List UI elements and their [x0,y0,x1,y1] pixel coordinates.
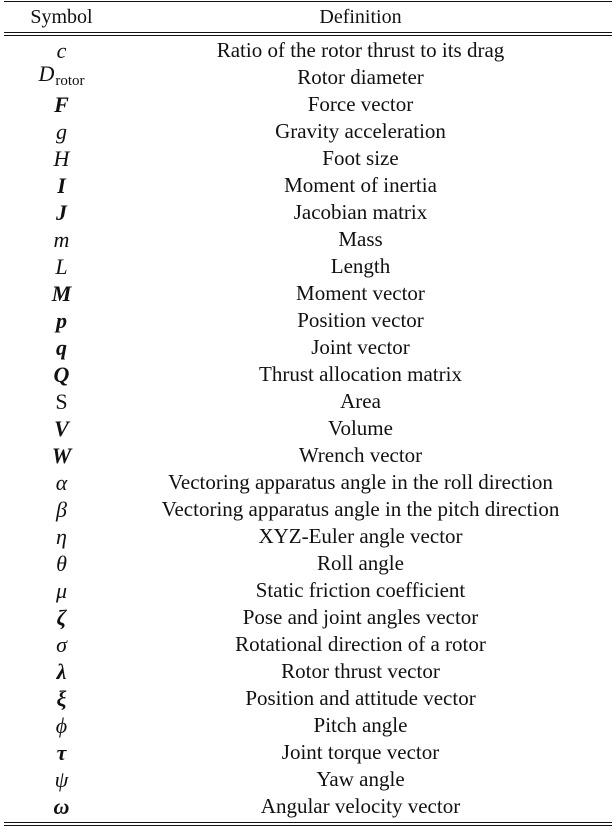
table-row [4,334,612,361]
header-definition: Definition [319,5,402,28]
table-row [4,91,612,118]
symbol-glyph: H [53,145,70,171]
definition-cell: Gravity acceleration [275,119,446,143]
symbol-glyph: V [54,415,69,441]
symbol-glyph: m [53,226,70,252]
table-row [4,253,612,280]
definition-cell: Moment of inertia [284,173,437,197]
table-row [4,61,612,91]
symbol-glyph: F [54,91,69,117]
symbol-cell [4,307,119,335]
nomenclature-table [4,0,612,826]
symbol-cell [4,604,119,632]
definition-cell: Area [340,389,381,413]
table-row [4,739,612,766]
definition-cell: Thrust allocation matrix [259,362,462,386]
symbol-cell [4,361,119,389]
table-row [4,118,612,145]
symbol-glyph: η [56,523,67,549]
definition-cell: Jacobian matrix [293,200,428,224]
table-row [4,604,612,631]
table-row [4,307,612,334]
table-row [4,550,612,577]
definition-cell: Roll angle [317,551,404,575]
table-row [4,361,612,388]
symbol-glyph: σ [56,631,67,657]
definition-cell: Pose and joint angles vector [242,605,479,629]
definition-cell: Joint torque vector [281,740,440,764]
definition-cell: Yaw angle [316,767,405,791]
table-row [4,631,612,658]
definition-cell: Joint vector [311,335,410,359]
definition-cell: Foot size [322,146,399,170]
table-row [4,145,612,172]
definition-cell: Rotor diameter [297,65,424,89]
symbol-cell [4,226,119,254]
symbol-glyph: D [38,61,55,86]
symbol-glyph: β [56,496,67,522]
symbol-glyph: α [55,469,68,495]
definition-cell: XYZ-Euler angle vector [258,524,463,548]
symbol-glyph: ω [53,793,70,819]
symbol-cell [4,118,119,146]
symbol-cell [4,739,119,767]
table-row [4,172,612,199]
symbol-cell [4,145,119,173]
definition-cell: Static friction coefficient [255,578,466,602]
definition-cell: Rotor thrust vector [281,659,440,683]
symbol-cell [4,280,119,308]
table-row [4,199,612,226]
table-row [4,523,612,550]
symbol-subscript: rotor [55,73,85,89]
table-body [4,36,612,820]
table-row [4,793,612,820]
table-row [4,388,612,415]
symbol-cell [4,496,119,524]
symbol-cell [4,253,119,281]
bottom-rule-1 [4,822,612,823]
definition-cell: Position vector [297,308,424,332]
header-symbol: Symbol [30,5,93,28]
definition-cell: Wrench vector [298,443,423,467]
definition-cell: Vectoring apparatus angle in the roll direction [168,470,553,494]
symbol-glyph: L [55,253,68,279]
symbol-glyph: ξ [56,685,67,711]
table-row [4,496,612,523]
symbol-cell [4,172,119,200]
symbol-cell [4,334,119,362]
symbol-cell [4,91,119,119]
definition-cell: Moment vector [296,281,425,305]
definition-cell: Length [330,254,391,278]
symbol-cell [4,685,119,713]
definition-cell: Pitch angle [313,713,408,737]
table-row [4,685,612,712]
symbol-cell [4,577,119,605]
symbol-glyph: τ [56,739,67,765]
table-row [4,469,612,496]
symbol-cell [4,415,119,443]
symbol-cell [4,442,119,470]
table-row [4,712,612,739]
symbol-glyph: θ [56,550,67,576]
symbol-cell [4,658,119,686]
symbol-cell [4,766,119,794]
definition-cell: Rotational direction of a rotor [235,632,486,656]
symbol-glyph: λ [56,658,67,684]
table-row [4,577,612,604]
symbol-glyph: Q [53,361,70,387]
definition-cell: Position and attitude vector [245,686,476,710]
symbol-glyph: c [56,37,67,63]
definition-cell: Mass [338,227,383,251]
symbol-glyph: M [51,280,72,306]
definition-cell: Angular velocity vector [260,794,461,818]
symbol-cell [4,523,119,551]
symbol-cell [4,199,119,227]
symbol-glyph: μ [55,577,68,603]
symbol-glyph: ψ [54,766,69,792]
symbol-glyph: I [57,172,66,198]
symbol-glyph: ζ [56,604,67,630]
table-header [4,2,612,32]
symbol-glyph: q [56,334,67,360]
symbol-cell [4,793,119,821]
definition-cell: Force vector [307,92,414,116]
symbol-glyph: W [51,442,72,468]
definition-cell: Vectoring apparatus angle in the pitch direction [161,497,560,521]
table-row [4,442,612,469]
symbol-glyph: J [56,199,67,225]
symbol-cell [4,712,119,740]
table-row [4,658,612,685]
definition-cell: Ratio of the rotor thrust to its drag [216,38,505,62]
symbol-glyph: S [55,388,68,414]
table-row [4,280,612,307]
symbol-cell [4,631,119,659]
symbol-cell [4,388,119,416]
symbol-cell [4,550,119,578]
definition-cell: Volume [328,416,393,440]
table-row [4,766,612,793]
symbol-cell [4,469,119,497]
table-row [4,415,612,442]
symbol-glyph: g [56,118,67,144]
table-row [4,226,612,253]
symbol-glyph: p [56,307,67,333]
symbol-glyph: ϕ [55,712,68,738]
